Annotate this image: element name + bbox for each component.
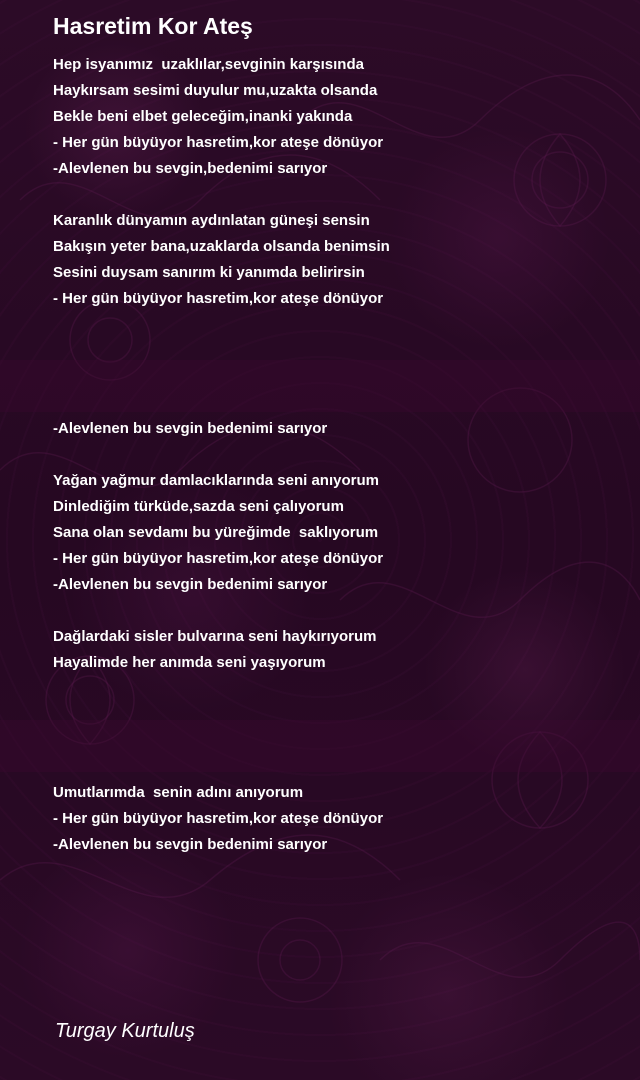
poem-line: Bakışın yeter bana,uzaklarda olsanda benimsin — [53, 238, 390, 255]
poem-line: Hayalimde her anımda seni yaşıyorum — [53, 654, 326, 671]
poem-line: Hep isyanımız uzaklılar,sevginin karşısında — [53, 56, 364, 73]
poem-line: - Her gün büyüyor hasretim,kor ateşe dönüyor — [53, 290, 384, 307]
poem-line: Dağlardaki sisler bulvarına seni haykırıyorum — [53, 628, 377, 645]
section-gap — [53, 676, 613, 780]
stanza — [53, 52, 613, 182]
stanza — [53, 468, 613, 598]
poem-line: -Alevlenen bu sevgin bedenimi sarıyor — [53, 576, 328, 593]
stanza — [53, 416, 613, 442]
poem-line: Sesini duysam sanırım ki yanımda belirirsin — [53, 264, 365, 281]
poem-line: Karanlık dünyamın aydınlatan güneşi sensin — [53, 212, 370, 229]
poem-body — [53, 52, 613, 884]
poem-line: -Alevlenen bu sevgin bedenimi sarıyor — [53, 420, 328, 437]
author-name: Turgay Kurtuluş — [55, 1020, 195, 1042]
stanza — [53, 624, 613, 676]
poem-line: Bekle beni elbet geleceğim,inanki yakında — [53, 108, 353, 125]
poem-line: - Her gün büyüyor hasretim,kor ateşe dönüyor — [53, 810, 384, 827]
poem-line: Sana olan sevdamı bu yüreğimde saklıyorum — [53, 524, 379, 541]
section-gap — [53, 312, 613, 416]
poem-line: Dinlediğim türküde,sazda seni çalıyorum — [53, 498, 344, 515]
poem-line: - Her gün büyüyor hasretim,kor ateşe dönüyor — [53, 134, 384, 151]
poem-line: Umutlarımda senin adını anıyorum — [53, 784, 304, 801]
poem-line: Haykırsam sesimi duyulur mu,uzakta olsanda — [53, 82, 378, 99]
poem-line: Yağan yağmur damlacıklarında seni anıyorum — [53, 472, 379, 489]
poem-title: Hasretim Kor Ateş — [53, 13, 253, 39]
poem-line: -Alevlenen bu sevgin,bedenimi sarıyor — [53, 160, 328, 177]
poem-line: - Her gün büyüyor hasretim,kor ateşe dönüyor — [53, 550, 384, 567]
stanza — [53, 208, 613, 312]
poem-line: -Alevlenen bu sevgin bedenimi sarıyor — [53, 836, 328, 853]
stanza — [53, 780, 613, 858]
